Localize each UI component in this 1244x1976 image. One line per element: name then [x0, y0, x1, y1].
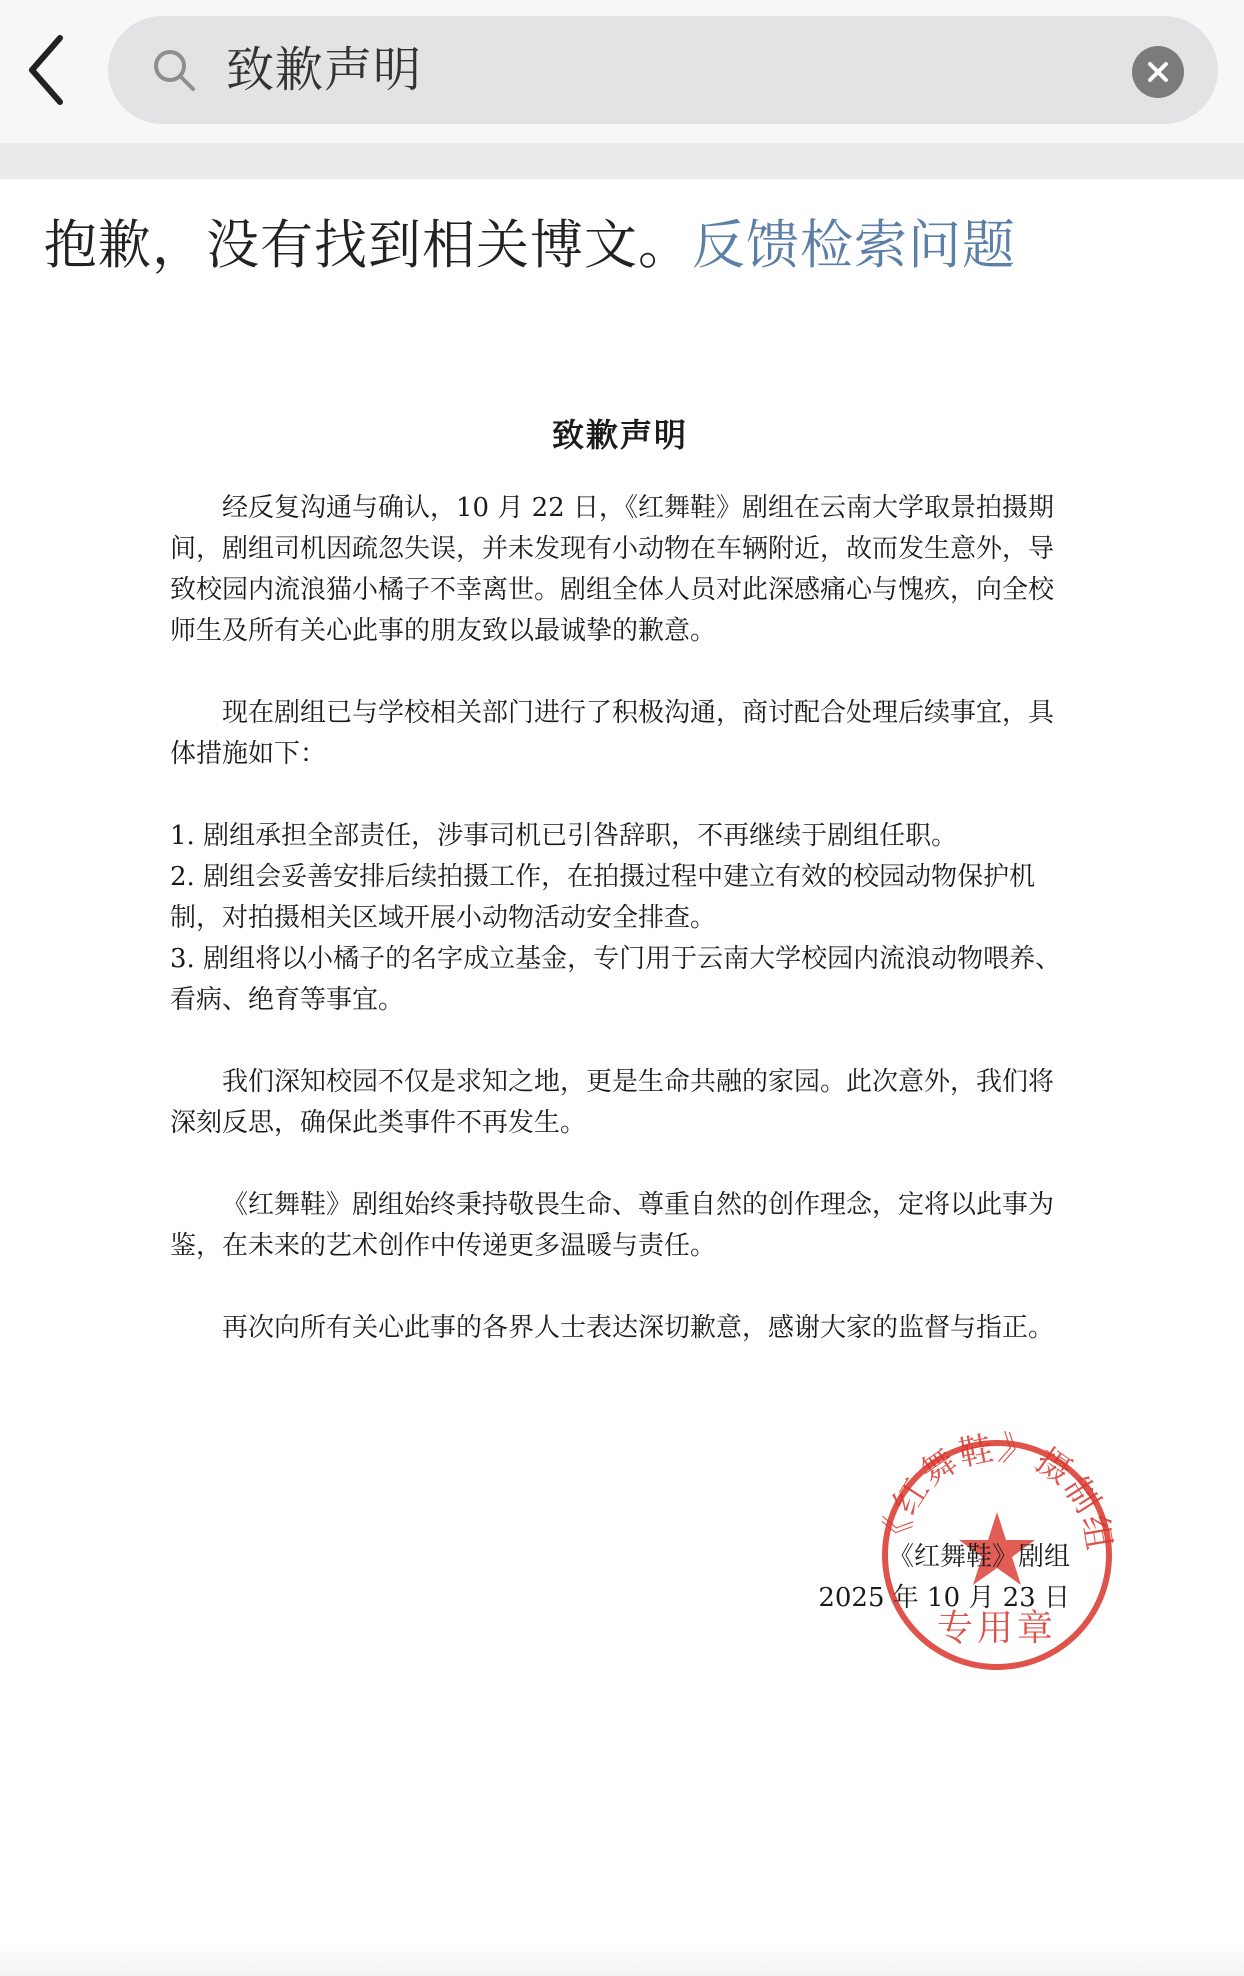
statement-title: 致歉声明: [551, 416, 688, 454]
statement-paragraph: 经反复沟通与确认，10 月 22 日，《红舞鞋》剧组在云南大学取景拍摄期间，剧组司机因疏忽失误，并未发现有小动物在车辆附近，故而发生意外，导致校园内流浪猫小橘子不幸离世。剧组全体人员对此深感痛心与愧疚，向全校师生及所有关心此事的朋友致以最诚挚的歉意。: [170, 493, 1055, 646]
seal-text-top: 《红舞鞋》摄制组: [874, 1430, 1120, 1555]
back-button[interactable]: [22, 30, 82, 110]
search-input[interactable]: 致歉声明: [226, 42, 423, 98]
signature-block: [770, 1537, 1070, 1619]
signature-date: 2025 年 10 月 23 日: [818, 1583, 1070, 1613]
list-item: 1. 剧组承担全部责任，涉事司机已引咎辞职，不再继续于剧组任职。: [170, 821, 958, 851]
close-icon: [1132, 46, 1184, 98]
search-bar[interactable]: [108, 16, 1218, 124]
section-divider: [0, 143, 1244, 179]
bottom-edge: [0, 1940, 1244, 1976]
statement-paragraph: 再次向所有关心此事的各界人士表达深切歉意，感谢大家的监督与指正。: [222, 1313, 1055, 1343]
top-bar: [0, 0, 1244, 143]
chevron-left-icon: [22, 30, 82, 110]
signature-org: 《红舞鞋》剧组: [887, 1542, 1070, 1572]
statement-paragraph: 现在剧组已与学校相关部门进行了积极沟通，商讨配合处理后续事宜，具体措施如下：: [170, 698, 1055, 769]
empty-result-text: 抱歉，没有找到相关博文。: [44, 215, 692, 276]
statement-paragraph: 《红舞鞋》剧组始终秉持敬畏生命、尊重自然的创作理念，定将以此事为鉴，在未来的艺术创作中传递更多温暖与责任。: [170, 1190, 1055, 1261]
clear-search-button[interactable]: [1132, 46, 1184, 98]
statement-paragraph: 我们深知校园不仅是求知之地，更是生命共融的家园。此次意外，我们将深刻反思，确保此类事件不再发生。: [170, 1067, 1055, 1138]
measures-list: [170, 816, 1070, 1021]
feedback-search-link[interactable]: 反馈检索问题: [692, 215, 1016, 276]
empty-result-message: [44, 210, 1016, 282]
list-item: 2. 剧组会妥善安排后续拍摄工作，在拍摄过程中建立有效的校园动物保护机制，对拍摄相关区域开展小动物活动安全排查。: [170, 862, 1036, 933]
search-icon: [150, 46, 198, 94]
seal-text-bottom: 专用章: [936, 1608, 1058, 1649]
apology-statement-image: [170, 410, 1070, 1390]
list-item: 3. 剧组将以小橘子的名字成立基金，专门用于云南大学校园内流浪动物喂养、看病、绝育等事宜。: [170, 944, 1062, 1015]
